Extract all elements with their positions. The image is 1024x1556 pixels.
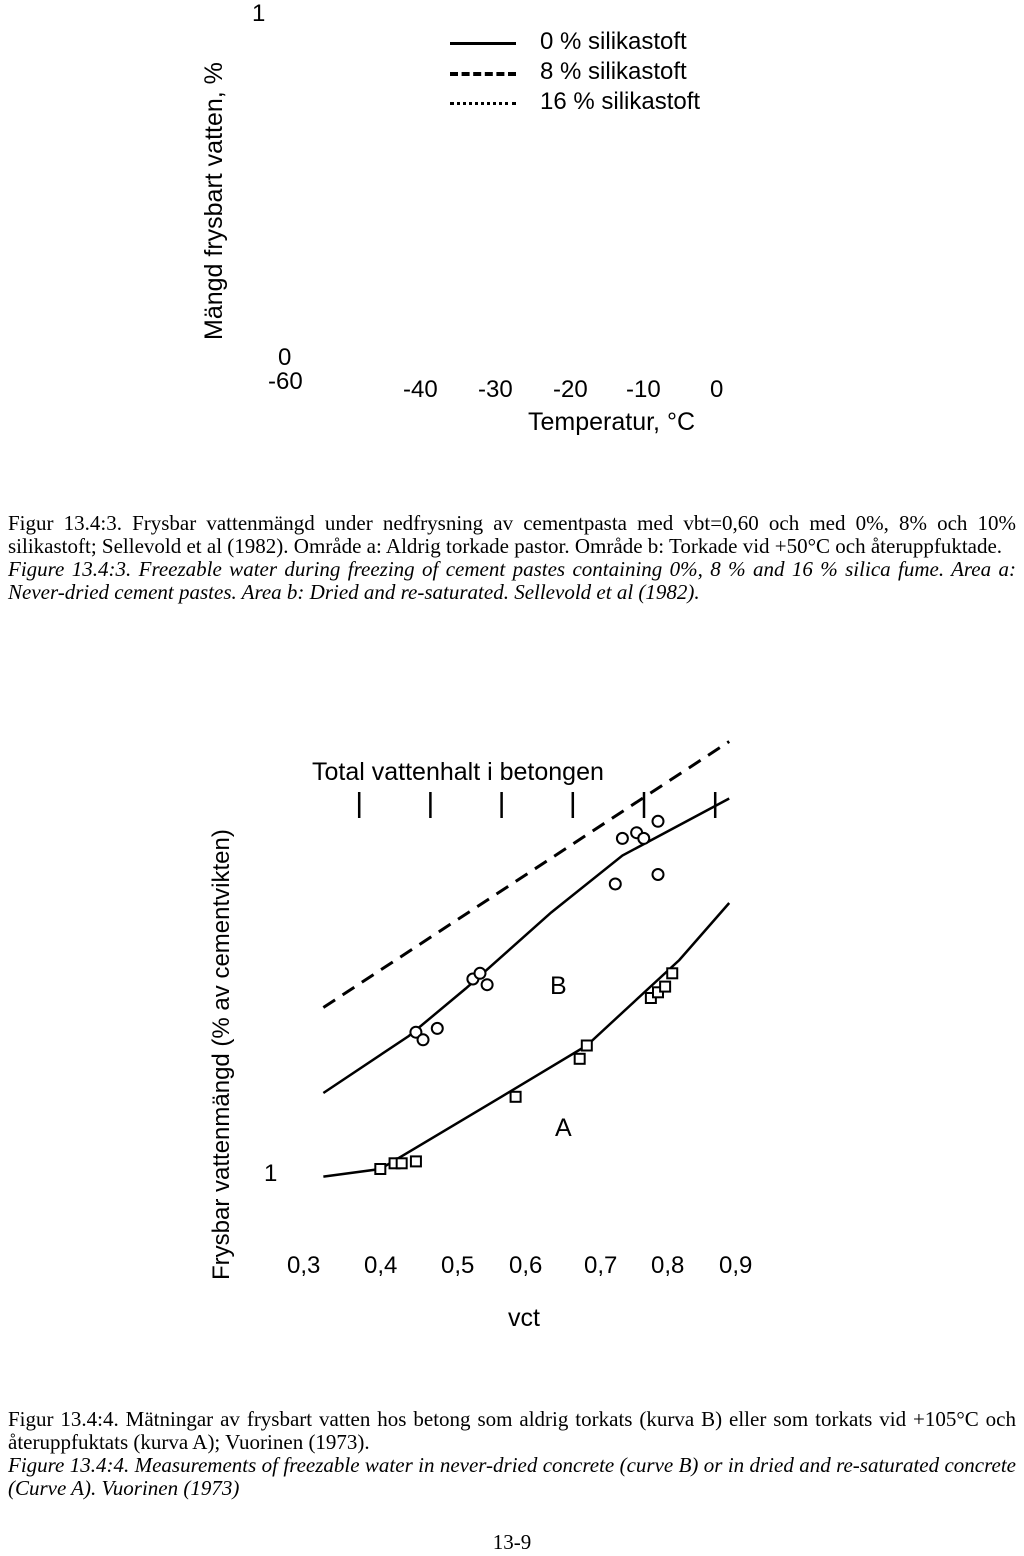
figure-freezable-water-temperature: Mängd frysbart vatten, % 1 0 -60 -40 -30 -20 -10 0 Temperatur, °C 0 % silikastoft 8 % silikastoft 16 % silikastoft — [200, 0, 724, 436]
x-tick-label: 0,4 — [364, 1252, 398, 1279]
curve-b — [323, 799, 729, 1094]
caption-english: Figure 13.4:3. Freezable water during freezing of cement pastes containing 0%, 8 % and 16 % silica fume. Area a: Never-dried cement pastes. Area b: Dried and re-saturated. Sellevold et al (1982). — [8, 557, 1016, 604]
figure-caption-13-4-3 — [8, 512, 1016, 604]
x-tick-label: 0,8 — [651, 1252, 685, 1279]
caption-swedish: Figur 13.4:3. Frysbar vattenmängd under nedfrysning av cementpasta med vbt=0,60 och med 0%, 8% och 10% silikastoft; Sellevold et al (1982). Område a: Aldrig torkade pastor. Område b: Torkade vid +50°C och återuppfuktade. — [8, 511, 1016, 558]
data-point-curve-a — [582, 1041, 592, 1051]
data-point-curve-a — [667, 968, 677, 978]
data-point-curve-b — [617, 833, 628, 844]
x-tick-label: -30 — [478, 376, 513, 403]
legend-swatch-dashed — [450, 72, 516, 76]
caption-swedish: Figur 13.4:4. Mätningar av frysbart vatten hos betong som aldrig torkats (kurva B) eller som torkats vid +105°C och återuppfuktats (kurva A); Vuorinen (1973). — [8, 1407, 1016, 1454]
x-tick-label: 0 — [710, 376, 724, 403]
y-tick-label: 1 — [264, 1160, 278, 1187]
caption-english: Figure 13.4:4. Measurements of freezable water in never-dried concrete (curve B) or in dried and re-saturated concrete (Curve A). Vuorinen (1973) — [8, 1453, 1016, 1500]
y-axis-title: Mängd frysbart vatten, % — [200, 62, 228, 340]
page-number: 13-9 — [492, 1530, 532, 1554]
data-point-curve-a — [660, 982, 670, 992]
data-point-curve-b — [610, 879, 621, 890]
data-point-curve-b — [638, 833, 649, 844]
y-tick-label: 0 — [278, 344, 292, 371]
x-tick-label: -60 — [268, 368, 303, 395]
x-tick-label: -40 — [403, 376, 438, 403]
curve-label-b: B — [550, 972, 567, 1000]
data-point-curve-a — [511, 1092, 521, 1102]
data-point-curve-a — [375, 1164, 385, 1174]
x-tick-label: 0,6 — [509, 1252, 543, 1279]
y-axis-title: Frysbar vattenmängd (% av cementvikten) — [208, 829, 235, 1280]
legend-swatch-dotted — [450, 102, 516, 105]
curve-a — [323, 903, 729, 1177]
x-tick-label: 0,7 — [584, 1252, 618, 1279]
x-tick-label: -20 — [553, 376, 588, 403]
x-tick-label: 0,3 — [287, 1252, 321, 1279]
figure-freezable-water-vct — [0, 700, 1024, 1380]
data-point-curve-b — [432, 1023, 443, 1034]
data-point-curve-b — [653, 869, 664, 880]
x-tick-label: -10 — [626, 376, 661, 403]
y-tick-label: 1 — [252, 0, 266, 27]
x-axis-title: vct — [508, 1304, 540, 1332]
data-point-curve-b — [482, 979, 493, 990]
annotation-total-water: Total vattenhalt i betongen — [312, 758, 604, 786]
data-point-curve-b — [653, 816, 664, 827]
curve-label-a: A — [555, 1114, 572, 1142]
data-point-curve-a — [575, 1054, 585, 1064]
x-tick-label: 0,9 — [719, 1252, 753, 1279]
data-point-curve-b — [475, 968, 486, 979]
x-tick-label: 0,5 — [441, 1252, 475, 1279]
x-axis-title: Temperatur, °C — [528, 408, 696, 436]
data-point-curve-a — [397, 1158, 407, 1168]
figure-caption-13-4-4 — [8, 1408, 1016, 1500]
data-point-curve-b — [418, 1034, 429, 1045]
data-point-curve-a — [411, 1156, 421, 1166]
legend-swatch-solid — [450, 42, 516, 45]
